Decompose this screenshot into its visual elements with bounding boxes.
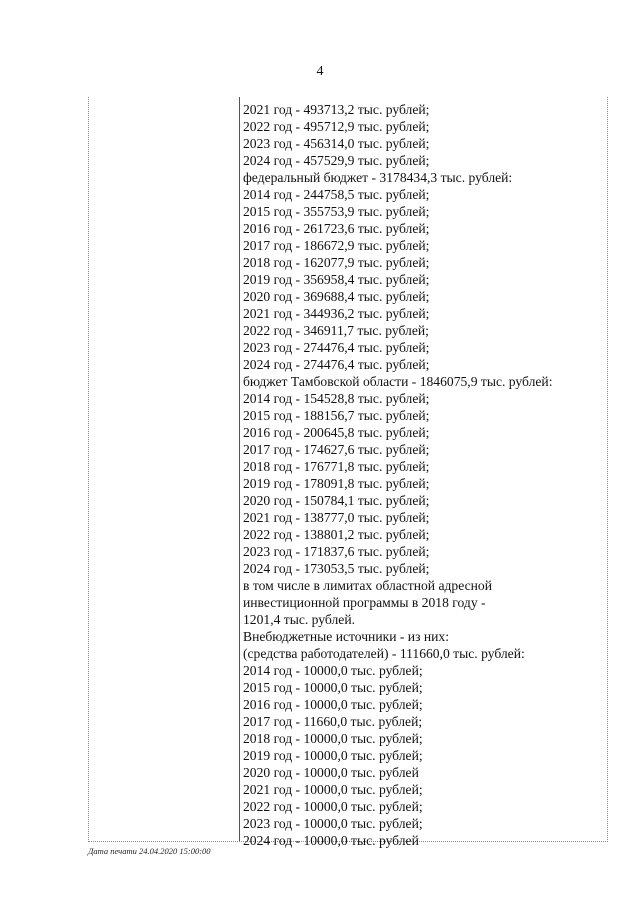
text-line: 2019 год - 178091,8 тыс. рублей; [243,476,430,491]
text-line: 2015 год - 188156,7 тыс. рублей; [243,408,430,423]
funding-text-cell [243,101,603,849]
text-line: 2021 год - 344936,2 тыс. рублей; [243,306,430,321]
text-line: Внебюджетные источники - из них: [243,629,449,644]
text-line: в том числе в лимитах областной адресной [243,578,492,593]
table-left-border [88,97,89,842]
text-line: 2016 год - 200645,8 тыс. рублей; [243,425,430,440]
text-line: федеральный бюджет - 3178434,3 тыс. рублей: [243,170,513,185]
text-line: (средства работодателей) - 111660,0 тыс. рублей: [243,646,525,661]
text-line: 2020 год - 10000,0 тыс. рублей [243,765,419,780]
text-line: 2020 год - 369688,4 тыс. рублей; [243,289,430,304]
text-line: 2021 год - 138777,0 тыс. рублей; [243,510,430,525]
text-line: бюджет Тамбовской области - 1846075,9 тыс. рублей: [243,374,553,389]
text-line: 2015 год - 355753,9 тыс. рублей; [243,204,430,219]
text-line: 2024 год - 457529,9 тыс. рублей; [243,153,430,168]
text-line: 2019 год - 10000,0 тыс. рублей; [243,748,423,763]
text-line: 2018 год - 10000,0 тыс. рублей; [243,731,423,746]
text-line: 2017 год - 11660,0 тыс. рублей; [243,714,423,729]
text-line: 2014 год - 244758,5 тыс. рублей; [243,187,430,202]
print-date-footer: Дата печати 24.04.2020 15:00:00 [88,846,211,856]
text-line: 2014 год - 154528,8 тыс. рублей; [243,391,430,406]
text-line: 2023 год - 10000,0 тыс. рублей; [243,816,423,831]
text-line: 2017 год - 186672,9 тыс. рублей; [243,238,430,253]
text-line: 2023 год - 456314,0 тыс. рублей; [243,136,430,151]
text-line: 1201,4 тыс. рублей. [243,612,355,627]
text-line: 2022 год - 346911,7 тыс. рублей; [243,323,429,338]
table-right-border [607,97,608,842]
text-line: 2024 год - 10000,0 тыс. рублей [243,833,419,848]
page-number: 4 [316,64,324,79]
text-line: 2019 год - 356958,4 тыс. рублей; [243,272,430,287]
text-line: инвестиционной программы в 2018 году - [243,595,486,610]
text-line: 2021 год - 10000,0 тыс. рублей; [243,782,423,797]
text-line: 2016 год - 10000,0 тыс. рублей; [243,697,423,712]
text-line: 2014 год - 10000,0 тыс. рублей; [243,663,423,678]
table-column-divider [239,97,240,842]
text-line: 2024 год - 274476,4 тыс. рублей; [243,357,430,372]
text-line: 2023 год - 274476,4 тыс. рублей; [243,340,430,355]
text-line: 2024 год - 173053,5 тыс. рублей; [243,561,430,576]
text-line: 2021 год - 493713,2 тыс. рублей; [243,102,430,117]
text-line: 2015 год - 10000,0 тыс. рублей; [243,680,423,695]
text-line: 2022 год - 138801,2 тыс. рублей; [243,527,430,542]
text-line: 2018 год - 176771,8 тыс. рублей; [243,459,430,474]
text-line: 2020 год - 150784,1 тыс. рублей; [243,493,430,508]
text-line: 2017 год - 174627,6 тыс. рублей; [243,442,430,457]
text-line: 2016 год - 261723,6 тыс. рублей; [243,221,430,236]
text-line: 2018 год - 162077,9 тыс. рублей; [243,255,430,270]
text-line: 2023 год - 171837,6 тыс. рублей; [243,544,430,559]
text-line: 2022 год - 10000,0 тыс. рублей; [243,799,423,814]
text-line: 2022 год - 495712,9 тыс. рублей; [243,119,430,134]
